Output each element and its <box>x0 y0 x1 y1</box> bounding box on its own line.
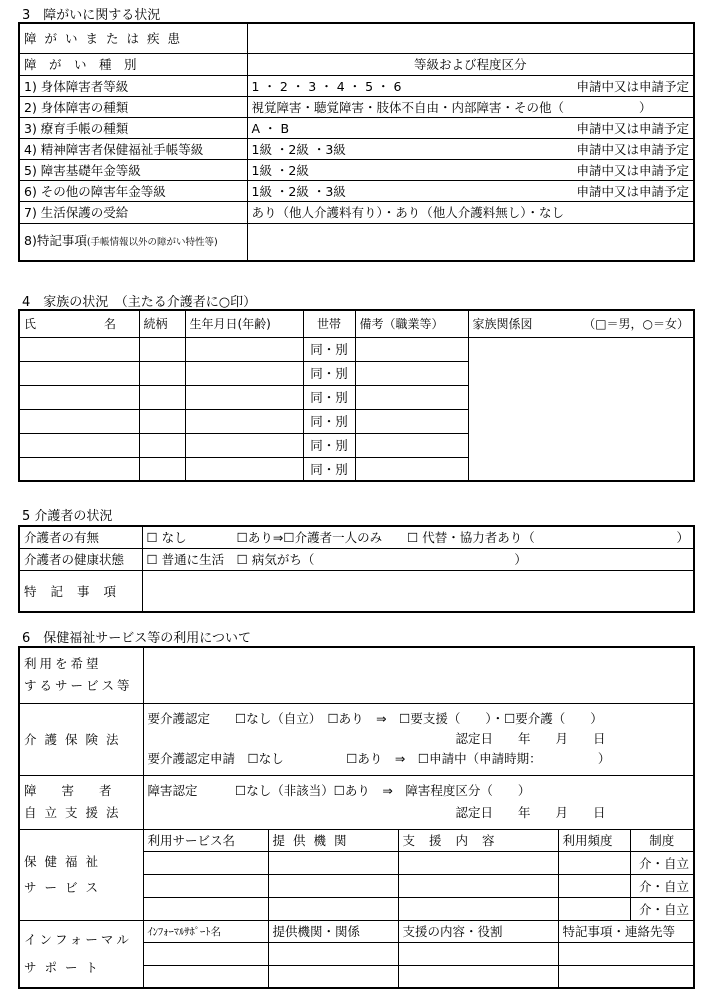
dis-cell[interactable] <box>143 775 694 829</box>
inf-col-name: ｲﾝﾌｫｰﾏﾙｻﾎﾟｰﾄ名 <box>143 920 268 942</box>
relation-cell[interactable] <box>139 385 185 409</box>
relation-cell[interactable] <box>139 457 185 481</box>
hw-cell[interactable] <box>398 897 558 920</box>
row-label: 4) 精神障害者保健福祉手帳等級 <box>19 138 247 159</box>
row-value: 1 ・ 2 ・ 3 ・ 4 ・ 5 ・ 6 <box>251 78 402 94</box>
household-cell[interactable]: 同・別 <box>303 433 355 457</box>
notes-cell[interactable] <box>355 361 468 385</box>
dis-label: 障 害 者 自立支援法 <box>19 775 143 829</box>
row-value-cell[interactable] <box>247 75 694 96</box>
household-cell[interactable]: 同・別 <box>303 337 355 361</box>
household-cell[interactable]: 同・別 <box>303 361 355 385</box>
relation-cell[interactable] <box>139 361 185 385</box>
household-cell[interactable]: 同・別 <box>303 385 355 409</box>
hw-col-provider: 提供機関 <box>268 829 398 851</box>
row-value: 視覚障害・聴覚障害・肢体不自由・内部障害・その他（ ） <box>251 99 652 115</box>
health-label: 介護者の健康状態 <box>19 548 142 570</box>
hw-cell[interactable] <box>143 897 268 920</box>
row-value-cell[interactable] <box>247 159 694 180</box>
row-value-cell[interactable] <box>247 180 694 201</box>
inf-cell[interactable] <box>558 965 694 988</box>
row-note: 申請中又は申請予定 <box>576 78 689 94</box>
dis-line2: 認定日 年 月 日 <box>455 805 606 820</box>
relation-cell[interactable] <box>139 433 185 457</box>
row-label: 2) 身体障害の種類 <box>19 96 247 117</box>
hw-cell[interactable] <box>143 874 268 897</box>
inf-cell[interactable] <box>398 965 558 988</box>
hw-cell[interactable] <box>268 897 398 920</box>
inf-cell[interactable] <box>398 942 558 965</box>
services-table <box>18 646 695 989</box>
name-cell[interactable] <box>19 409 139 433</box>
caregiver-special-field[interactable] <box>142 570 694 612</box>
ltc-line3: 要介護認定申請 ☐なし ☐あり ⇒ ☐申請中（申請時期： ） <box>147 751 611 766</box>
hw-cell[interactable] <box>558 851 630 874</box>
row-value: A ・ B <box>251 120 290 136</box>
family-chart-legend: （□＝男，○＝女） <box>583 317 689 332</box>
ltc-cell[interactable] <box>143 703 694 775</box>
health-options: ☐ 普通に生活 ☐ 病気がち（ <box>146 552 315 567</box>
notes-cell[interactable] <box>355 409 468 433</box>
inf-cell[interactable] <box>558 942 694 965</box>
hw-cell[interactable] <box>268 851 398 874</box>
special-sub: (手帳情報以外の障がい特性等) <box>86 237 218 249</box>
row-note: 申請中又は申請予定 <box>576 183 689 199</box>
row-note: 申請中又は申請予定 <box>576 120 689 136</box>
ltc-line1: 要介護認定 ☐なし（自立） ☐あり ⇒ ☐要支援（ ）・☐要介護（ ） <box>147 711 603 726</box>
section-6-title: 6 保健福祉サービス等の利用について <box>22 631 252 646</box>
name-cell[interactable] <box>19 433 139 457</box>
presence-options-cell[interactable] <box>142 526 694 548</box>
hw-cell[interactable] <box>398 851 558 874</box>
special-field[interactable] <box>247 223 694 261</box>
health-options-cell[interactable] <box>142 548 694 570</box>
dob-cell[interactable] <box>185 361 303 385</box>
name-cell[interactable] <box>19 457 139 481</box>
dob-cell[interactable] <box>185 409 303 433</box>
hw-label: 保健福祉 サービス <box>19 829 143 920</box>
col-household: 世帯 <box>303 310 355 337</box>
hw-cell[interactable] <box>398 874 558 897</box>
notes-cell[interactable] <box>355 385 468 409</box>
special-label: 8)特記事項 <box>24 233 87 249</box>
dis-line1: 障害認定 ☐なし（非該当）☐あり ⇒ 障害程度区分（ ） <box>147 783 531 798</box>
dob-cell[interactable] <box>185 433 303 457</box>
hw-system-value[interactable]: 介・自立 <box>630 897 694 920</box>
hw-cell[interactable] <box>558 874 630 897</box>
row-note: 申請中又は申請予定 <box>576 162 689 178</box>
notes-cell[interactable] <box>355 337 468 361</box>
family-chart-area[interactable] <box>468 337 694 481</box>
row-value-cell[interactable] <box>247 117 694 138</box>
dob-cell[interactable] <box>185 385 303 409</box>
name-cell[interactable] <box>19 361 139 385</box>
family-table <box>18 309 695 482</box>
col-family-chart <box>468 310 694 337</box>
row-value: あり（他人介護料有り）・あり（他人介護料無し）・なし <box>251 205 565 220</box>
hw-system-value[interactable]: 介・自立 <box>630 851 694 874</box>
relation-cell[interactable] <box>139 409 185 433</box>
hw-system-value[interactable]: 介・自立 <box>630 874 694 897</box>
name-cell[interactable] <box>19 337 139 361</box>
family-chart-label: 家族関係図 <box>472 317 533 332</box>
section-3-title: 3 障がいに関する状況 <box>22 8 161 23</box>
row-value: 1級 ・2級 <box>251 162 309 178</box>
hw-col-service: 利用サービス名 <box>143 829 268 851</box>
inf-cell[interactable] <box>143 942 268 965</box>
ltc-label: 介護保険法 <box>19 703 143 775</box>
hw-cell[interactable] <box>558 897 630 920</box>
special-label-cell <box>19 223 247 261</box>
caregiver-table <box>18 525 695 613</box>
grade-header: 等級および程度区分 <box>247 53 694 75</box>
relation-cell[interactable] <box>139 337 185 361</box>
notes-cell[interactable] <box>355 433 468 457</box>
health-close: ） <box>514 552 527 567</box>
presence-label: 介護者の有無 <box>19 526 142 548</box>
col-name: 氏 名 <box>19 310 139 337</box>
col-notes: 備考（職業等） <box>355 310 468 337</box>
col-relation: 続柄 <box>139 310 185 337</box>
disease-label: 障がいまたは疾患 <box>19 23 247 53</box>
row-note: 申請中又は申請予定 <box>576 141 689 157</box>
dob-cell[interactable] <box>185 337 303 361</box>
disability-table <box>18 22 695 262</box>
row-value: 1級 ・2級 ・3級 <box>251 141 346 157</box>
type-label: 障 が い 種 別 <box>19 53 247 75</box>
section-4-title: 4 家族の状況 （主たる介護者に○印） <box>22 295 257 310</box>
row-label: 7) 生活保護の受給 <box>19 201 247 223</box>
disease-field[interactable] <box>247 23 694 53</box>
inf-cell[interactable] <box>143 965 268 988</box>
inf-col-provider: 提供機関・関係 <box>268 920 398 942</box>
ltc-line2: 認定日 年 月 日 <box>455 731 606 746</box>
inf-cell[interactable] <box>268 965 398 988</box>
name-cell[interactable] <box>19 385 139 409</box>
desired-field[interactable] <box>143 647 694 703</box>
col-dob: 生年月日(年齢) <box>185 310 303 337</box>
hw-col-frequency: 利用頻度 <box>558 829 630 851</box>
caregiver-special-label: 特記事項 <box>19 570 142 612</box>
hw-col-content: 支援内容 <box>398 829 558 851</box>
presence-options: ☐ なし ☐あり⇒☐介護者一人のみ ☐ 代替・協力者あり（ <box>146 530 535 546</box>
hw-cell[interactable] <box>268 874 398 897</box>
household-cell[interactable]: 同・別 <box>303 457 355 481</box>
row-value-cell[interactable] <box>247 96 694 117</box>
row-value-cell[interactable] <box>247 201 694 223</box>
dob-cell[interactable] <box>185 457 303 481</box>
row-label: 1) 身体障害者等級 <box>19 75 247 96</box>
hw-cell[interactable] <box>143 851 268 874</box>
household-cell[interactable]: 同・別 <box>303 409 355 433</box>
row-value-cell[interactable] <box>247 138 694 159</box>
row-label: 6) その他の障害年金等級 <box>19 180 247 201</box>
row-label: 3) 療育手帳の種類 <box>19 117 247 138</box>
presence-close: ） <box>676 530 689 546</box>
inf-cell[interactable] <box>268 942 398 965</box>
inf-col-role: 支援の内容・役割 <box>398 920 558 942</box>
inf-col-notes: 特記事項・連絡先等 <box>558 920 694 942</box>
row-label: 5) 障害基礎年金等級 <box>19 159 247 180</box>
inf-label: インフォーマル サポート <box>19 920 143 988</box>
desired-label: 利用を希望 するサービス等 <box>19 647 143 703</box>
row-value: 1級 ・2級 ・3級 <box>251 183 346 199</box>
notes-cell[interactable] <box>355 457 468 481</box>
section-5-title: 5 介護者の状況 <box>22 509 113 524</box>
hw-col-system: 制度 <box>630 829 694 851</box>
